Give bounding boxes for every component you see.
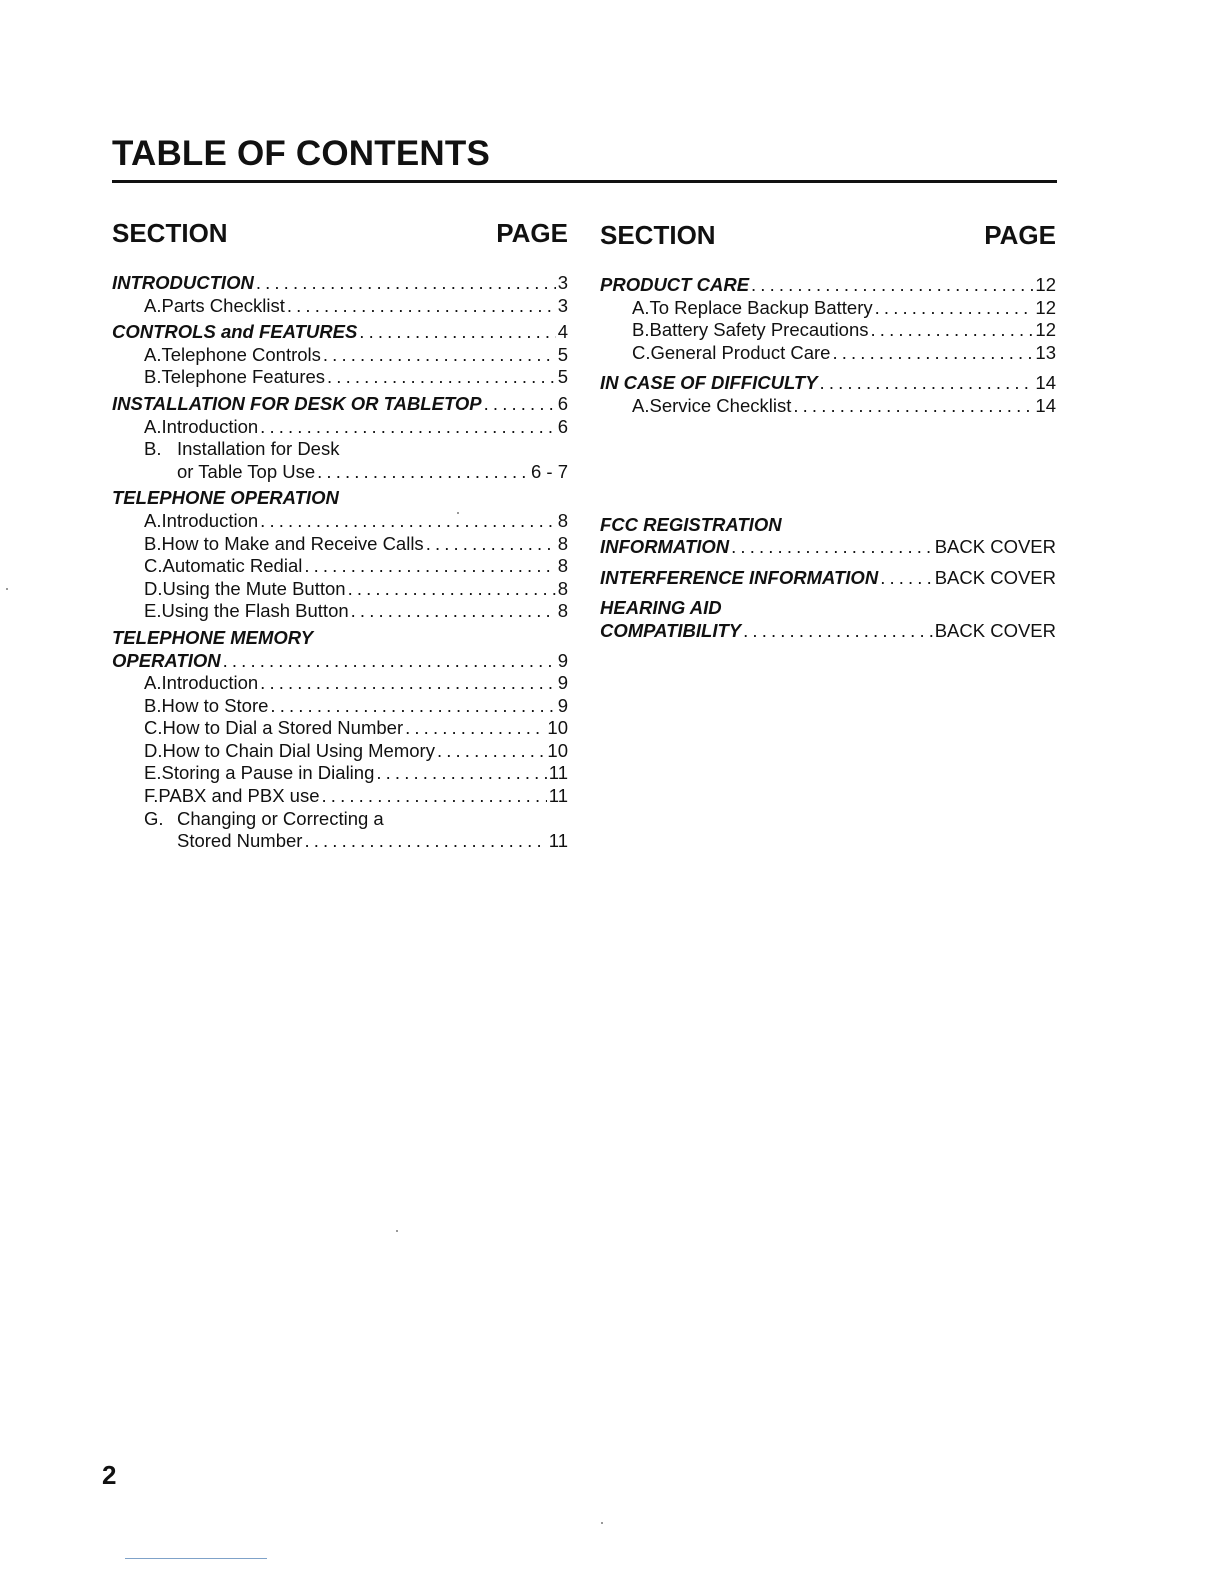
entry-label: Using the Flash Button <box>161 600 349 622</box>
toc-entry-fcc-cont[interactable] <box>600 536 1056 559</box>
entry-page: 10 <box>547 739 568 761</box>
toc-entry-telephone-memory[interactable] <box>112 627 568 650</box>
entry-page: 3 <box>557 272 568 293</box>
toc-entry-product-care[interactable] <box>600 274 1056 297</box>
dot-leader <box>260 510 556 533</box>
toc-entry-pabx-pbx[interactable] <box>112 785 568 808</box>
entry-label: Introduction <box>161 672 259 694</box>
dot-leader <box>793 395 1033 418</box>
entry-label: Telephone Controls <box>161 343 321 365</box>
entry-page: BACK COVER <box>934 619 1056 641</box>
toc-entry-telephone-controls[interactable] <box>112 344 568 367</box>
toc-entry-hearing-aid[interactable] <box>600 597 1056 620</box>
entry-label: CONTROLS and FEATURES <box>112 321 358 343</box>
dot-leader <box>260 416 556 439</box>
page-title: TABLE OF CONTENTS <box>112 134 491 173</box>
toc-entry-changing-correcting-cont[interactable] <box>112 830 568 853</box>
entry-page: 8 <box>557 577 568 599</box>
entry-letter: D. <box>144 577 163 599</box>
dot-leader <box>731 536 933 559</box>
entry-label: or Table Top Use <box>177 460 316 482</box>
entry-letter: A. <box>144 294 162 316</box>
dot-leader <box>304 555 555 578</box>
entry-letter: C. <box>144 717 163 739</box>
entry-label: Introduction <box>161 509 259 531</box>
dot-leader <box>751 274 1033 297</box>
toc-entry-automatic-redial[interactable] <box>112 555 568 578</box>
entry-letter: A. <box>144 509 162 531</box>
dot-leader <box>359 321 555 344</box>
page-header: PAGE <box>984 220 1056 250</box>
entry-page: 13 <box>1035 341 1056 363</box>
toc-entry-general-care[interactable] <box>600 342 1056 365</box>
entry-label: Stored Number <box>177 830 303 852</box>
entry-label: Introduction <box>161 415 259 437</box>
toc-left-column <box>112 218 568 853</box>
toc-entry-chain-dial[interactable] <box>112 740 568 763</box>
entry-letter: A. <box>632 394 650 416</box>
entry-page: 11 <box>548 762 568 784</box>
dot-leader <box>260 672 556 695</box>
dot-leader <box>270 695 555 718</box>
entry-label: COMPATIBILITY <box>600 619 742 641</box>
dot-leader <box>405 717 545 740</box>
entry-label: INTERFERENCE INFORMATION <box>600 566 879 588</box>
toc-entry-telephone-features[interactable] <box>112 366 568 389</box>
toc-entry-fcc[interactable] <box>600 514 1056 537</box>
entry-page: 6 <box>557 415 568 437</box>
entry-label: Battery Safety Precautions <box>649 319 869 341</box>
entry-label: How to Store <box>161 694 269 716</box>
entry-letter: B. <box>144 438 162 460</box>
toc-entry-operation-introduction[interactable] <box>112 510 568 533</box>
entry-page: 9 <box>557 649 568 671</box>
dot-leader <box>743 620 933 643</box>
dot-leader <box>376 762 546 785</box>
entry-label: TELEPHONE MEMORY <box>112 626 314 648</box>
entry-letter: E. <box>144 762 162 784</box>
dot-leader <box>871 319 1034 342</box>
toc-entry-difficulty[interactable] <box>600 372 1056 395</box>
scan-speck <box>457 512 459 514</box>
entry-page: 9 <box>557 672 568 694</box>
entry-label: General Product Care <box>650 341 831 363</box>
entry-label: Changing or Correcting a <box>177 807 384 829</box>
entry-page: 6 <box>557 392 568 414</box>
dot-leader <box>437 740 545 763</box>
section-header: SECTION <box>112 218 228 248</box>
toc-entry-parts-checklist[interactable] <box>112 295 568 318</box>
entry-page: 3 <box>557 294 568 316</box>
entry-letter: A. <box>144 415 162 437</box>
column-header <box>112 218 568 252</box>
scan-speck <box>396 1230 398 1232</box>
entry-label: Storing a Pause in Dialing <box>161 762 375 784</box>
footer-divider <box>125 1558 267 1559</box>
entry-page: 14 <box>1035 394 1056 416</box>
dot-leader <box>351 600 556 623</box>
entry-label: OPERATION <box>112 649 221 671</box>
entry-label: Using the Mute Button <box>162 577 346 599</box>
entry-label: IN CASE OF DIFFICULTY <box>600 372 818 394</box>
title-divider <box>112 180 1057 183</box>
entry-label: INFORMATION <box>600 536 730 558</box>
dot-leader <box>327 366 556 389</box>
entry-page: 10 <box>547 717 568 739</box>
entry-letter: G. <box>144 807 164 829</box>
entry-page: 5 <box>557 366 568 388</box>
entry-label: Telephone Features <box>161 366 326 388</box>
toc-entry-battery-safety[interactable] <box>600 319 1056 342</box>
toc-entry-introduction[interactable] <box>112 272 568 295</box>
entry-letter: A. <box>144 343 162 365</box>
entry-letter: B. <box>144 366 162 388</box>
dot-leader <box>832 342 1033 365</box>
entry-label: PRODUCT CARE <box>600 274 750 295</box>
toc-entry-dial-stored-number[interactable] <box>112 717 568 740</box>
dot-leader <box>256 272 556 295</box>
dot-leader <box>304 830 546 853</box>
entry-letter: C. <box>144 555 163 577</box>
dot-leader <box>820 372 1034 395</box>
toc-entry-service-checklist[interactable] <box>600 395 1056 418</box>
entry-page: 11 <box>548 830 568 852</box>
toc-right-column <box>600 220 1056 643</box>
toc-entry-interference[interactable] <box>600 567 1056 590</box>
entry-label: Installation for Desk <box>177 438 340 460</box>
toc-entry-storing-pause[interactable] <box>112 762 568 785</box>
entry-label: HEARING AID <box>600 597 722 619</box>
entry-page: 14 <box>1035 372 1056 394</box>
toc-entry-installation-desk[interactable] <box>112 438 568 461</box>
entry-letter: A. <box>632 296 650 318</box>
entry-label: INTRODUCTION <box>112 272 254 293</box>
toc-entry-replace-battery[interactable] <box>600 297 1056 320</box>
entry-label: FCC REGISTRATION <box>600 513 782 535</box>
toc-entry-memory-introduction[interactable] <box>112 672 568 695</box>
entry-page: BACK COVER <box>934 536 1056 558</box>
entry-letter: B. <box>144 532 162 554</box>
entry-letter: E. <box>144 600 162 622</box>
entry-page: 12 <box>1035 274 1056 295</box>
toc-entry-installation-desk-cont[interactable] <box>112 461 568 484</box>
dot-leader <box>287 295 556 318</box>
entry-page: 12 <box>1035 296 1056 318</box>
page-number: 2 <box>102 1460 117 1490</box>
dot-leader <box>322 785 547 808</box>
entry-letter: C. <box>632 341 651 363</box>
toc-entry-how-to-store[interactable] <box>112 695 568 718</box>
entry-letter: D. <box>144 739 163 761</box>
entry-page: 8 <box>557 509 568 531</box>
toc-entry-installation-introduction[interactable] <box>112 416 568 439</box>
toc-entry-installation[interactable] <box>112 393 568 416</box>
entry-letter: A. <box>144 672 162 694</box>
section-header: SECTION <box>600 220 716 250</box>
entry-page: 11 <box>548 785 568 807</box>
column-header <box>600 220 1056 254</box>
dot-leader <box>426 533 556 556</box>
dot-leader <box>317 461 529 484</box>
entry-label: Service Checklist <box>649 394 792 416</box>
toc-entry-mute-button[interactable] <box>112 578 568 601</box>
toc-entry-controls-features[interactable] <box>112 321 568 344</box>
toc-entry-make-receive-calls[interactable] <box>112 533 568 556</box>
entry-label: How to Dial a Stored Number <box>162 717 404 739</box>
dot-leader <box>223 650 556 673</box>
dot-leader <box>348 578 556 601</box>
dot-leader <box>880 567 933 590</box>
dot-leader <box>323 344 556 367</box>
entry-page: 8 <box>557 532 568 554</box>
entry-page: 9 <box>557 694 568 716</box>
entry-page: 8 <box>557 600 568 622</box>
entry-letter: B. <box>632 319 650 341</box>
entry-label: INSTALLATION FOR DESK OR TABLETOP <box>112 392 482 414</box>
entry-page: 4 <box>557 321 568 343</box>
entry-page: BACK COVER <box>934 566 1056 588</box>
toc-entry-changing-correcting[interactable] <box>112 808 568 831</box>
entry-letter: F. <box>144 785 159 807</box>
scan-speck <box>601 1522 603 1524</box>
page-header: PAGE <box>496 218 568 248</box>
entry-page: 6 - 7 <box>530 460 568 482</box>
entry-label: Automatic Redial <box>162 555 303 577</box>
entry-letter: B. <box>144 694 162 716</box>
toc-entry-telephone-operation[interactable] <box>112 487 568 510</box>
entry-label: How to Chain Dial Using Memory <box>162 739 435 761</box>
toc-entry-flash-button[interactable] <box>112 600 568 623</box>
entry-page: 5 <box>557 343 568 365</box>
entry-label: How to Make and Receive Calls <box>161 532 424 554</box>
toc-entry-telephone-memory-cont[interactable] <box>112 650 568 673</box>
entry-label: Parts Checklist <box>161 294 285 316</box>
entry-page: 12 <box>1035 319 1056 341</box>
toc-entry-hearing-aid-cont[interactable] <box>600 620 1056 643</box>
dot-leader <box>484 393 556 416</box>
dot-leader <box>875 297 1034 320</box>
scan-speck <box>6 588 8 590</box>
entry-label: To Replace Backup Battery <box>649 296 873 318</box>
entry-page: 8 <box>557 555 568 577</box>
entry-label: TELEPHONE OPERATION <box>112 487 339 509</box>
entry-label: PABX and PBX use <box>158 785 320 807</box>
